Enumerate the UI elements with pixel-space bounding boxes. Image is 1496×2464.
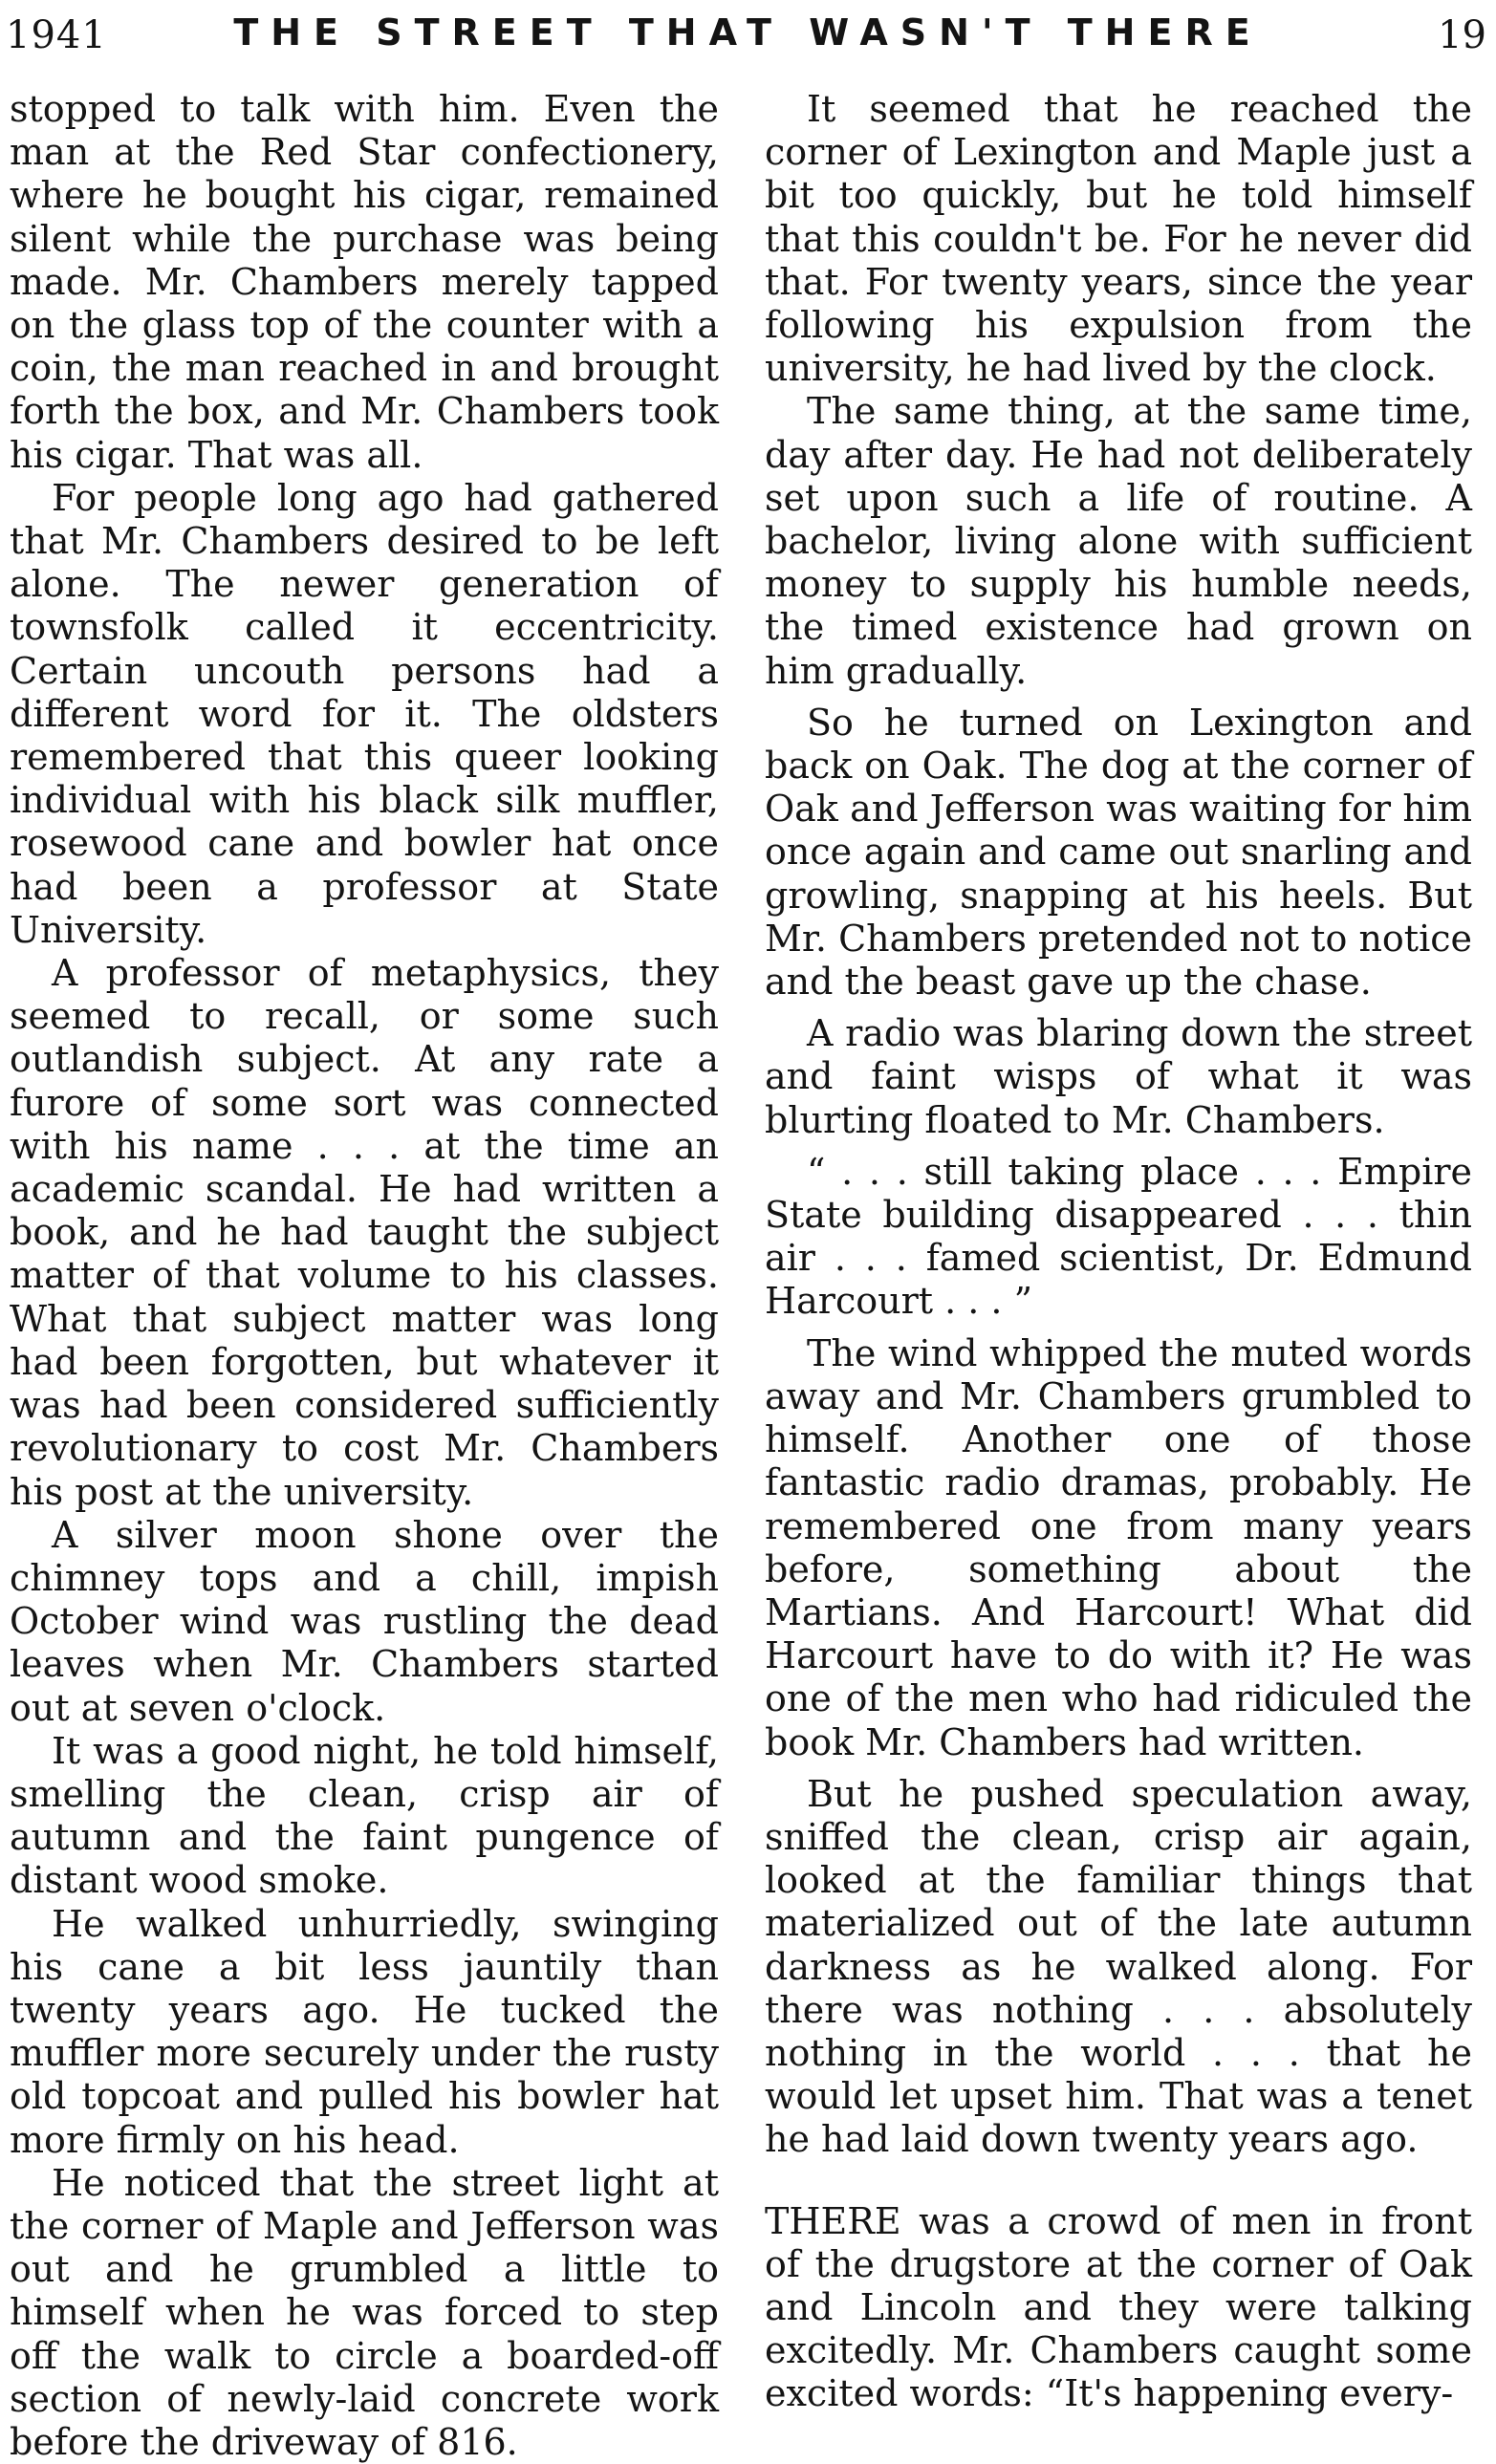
left-column xyxy=(10,88,719,2464)
header-year: 1941 xyxy=(6,13,107,57)
paragraph: But he pushed speculation away, sniffed the clean, crisp air again, looked at the familiar things that materialized out of the late autumn darkness as he walked along. For there was nothing . . . absolutely nothing in the world . . . that he would let upset him. That was a tenet he had laid down twenty years ago. xyxy=(765,1772,1472,2161)
right-column xyxy=(765,88,1472,2416)
paragraph: stopped to talk with him. Even the man at the Red Star confectionery, where he bought his cigar, remained silent while the purchase was being made. Mr. Chambers merely tapped on the glass top of the counter with a coin, the man reached in and brought forth the box, and Mr. Chambers took his cigar. That was all. xyxy=(10,88,719,476)
paragraph: He walked unhurriedly, swinging his cane a bit less jauntily than twenty years ago. He tucked the muffler more securely under the rusty old topcoat and pulled his bowler hat more firmly on his head. xyxy=(10,1902,719,2161)
paragraph: A silver moon shone over the chimney tops and a chill, impish October wind was rustling the dead leaves when Mr. Chambers started out at seven o'clock. xyxy=(10,1513,719,1729)
paragraph: It was a good night, he told himself, smelling the clean, crisp air of autumn and the faint pungence of distant wood smoke. xyxy=(10,1729,719,1902)
paragraph: A professor of metaphysics, they seemed to recall, or some such outlandish subject. At any rate a furore of some sort was connected with his name . . . at the time an academic scandal. He had written a book, and he had taught the subject matter of that volume to his classes. What that subject matter was long had been forgotten, but whatever it was had been considered sufficiently revolutionary to cost Mr. Chambers his post at the university. xyxy=(10,952,719,1513)
section-paragraph: THERE was a crowd of men in front of the drugstore at the corner of Oak and Lincoln and they were talking excitedly. Mr. Chambers caught some excited words: “It's happening every- xyxy=(765,2199,1472,2415)
page-number: 19 xyxy=(1438,13,1486,57)
paragraph: So he turned on Lexington and back on Oak. The dog at the corner of Oak and Jefferson was waiting for him once again and came out snarling and growling, snapping at his heels. But Mr. Chambers pretended not to notice and the beast gave up the chase. xyxy=(765,701,1472,1004)
paragraph: He noticed that the street light at the corner of Maple and Jefferson was out and he grumbled a little to himself when he was forced to step off the walk to circle a boarded-off section of newly-laid concrete work before the driveway of 816. xyxy=(10,2161,719,2463)
header-title: THE STREET THAT WASN'T THERE xyxy=(233,11,1263,54)
running-header xyxy=(0,6,1496,67)
paragraph: For people long ago had gathered that Mr. Chambers desired to be left alone. The newer generation of townsfolk called it eccentricity. Certain uncouth persons had a different word for it. The oldsters remembered that this queer looking individual with his black silk muffler, rosewood cane and bowler hat once had been a professor at State University. xyxy=(10,476,719,951)
radio-quote: “ . . . still taking place . . . Empire State building disappeared . . . thin air . . . famed scientist, Dr. Edmund Harcourt . . . ” xyxy=(765,1150,1472,1323)
paragraph: The wind whipped the muted words away and Mr. Chambers grumbled to himself. Another one of those fantastic radio dramas, probably. He remembered one from many years before, something about the Martians. And Harcourt! What did Harcourt have to do with it? He was one of the men who had ridiculed the book Mr. Chambers had written. xyxy=(765,1331,1472,1763)
paragraph: The same thing, at the same time, day after day. He had not deliberately set upon such a life of routine. A bachelor, living alone with sufficient money to supply his humble needs, the timed existence had grown on him gradually. xyxy=(765,390,1472,692)
paragraph: It seemed that he reached the corner of Lexington and Maple just a bit too quickly, but he told himself that this couldn't be. For he never did that. For twenty years, since the year following his expulsion from the university, he had lived by the clock. xyxy=(765,88,1472,390)
paragraph: A radio was blaring down the street and faint wisps of what it was blurting floated to Mr. Chambers. xyxy=(765,1012,1472,1141)
